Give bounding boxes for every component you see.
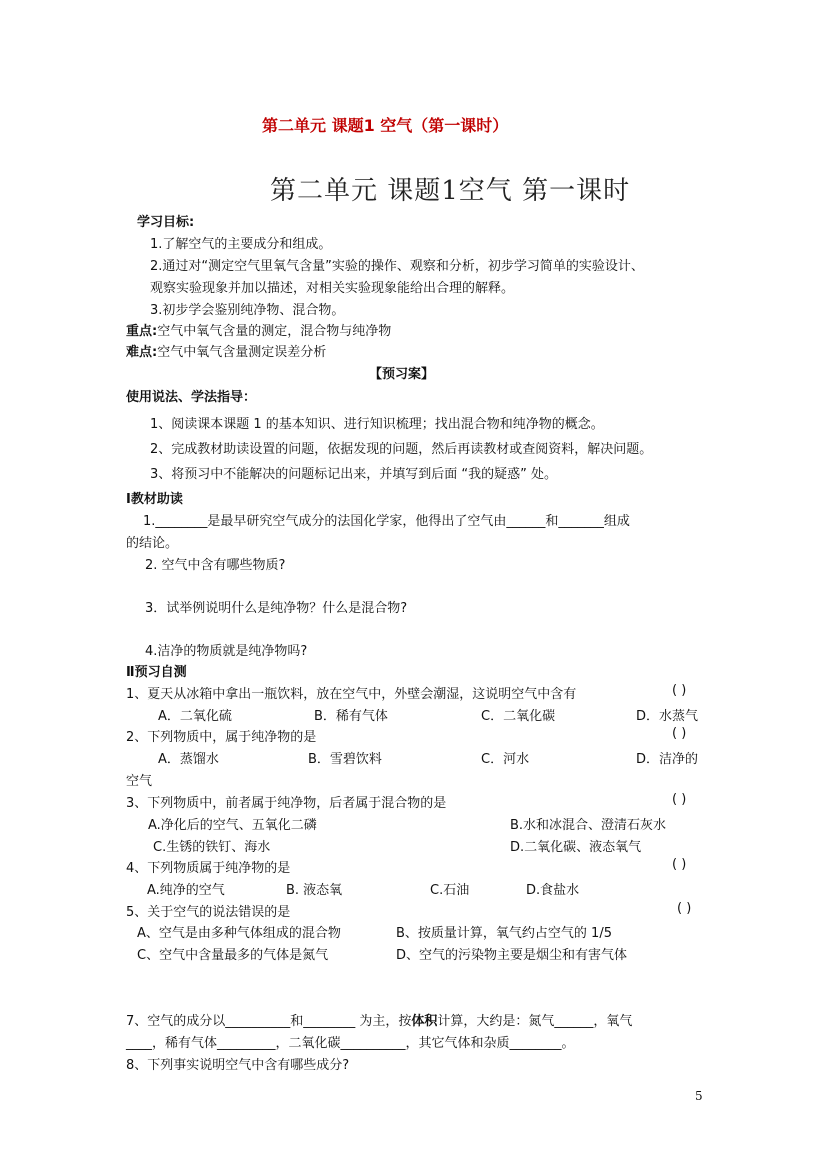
answer-paren: ( ) xyxy=(672,683,687,698)
fill-question-1: 1.________是最早研究空气成分的法国化学家，他得出了空气由______和_______组成 xyxy=(143,514,630,529)
option-wrap: 空气 xyxy=(126,774,153,789)
preview-heading: 【预习案】 xyxy=(369,367,435,382)
option: A．蒸馏水 xyxy=(158,752,219,767)
option: A.净化后的空气、五氧化二磷 xyxy=(148,818,317,833)
objective-item: 3.初步学会鉴别纯净物、混合物。 xyxy=(150,303,345,318)
option: A．二氧化硫 xyxy=(158,709,232,724)
objective-item: 观察实验现象并加以描述，对相关实验现象能给出合理的解释。 xyxy=(150,281,515,296)
option: D、空气的污染物主要是烟尘和有害气体 xyxy=(396,948,628,963)
page-title: 第二单元 课题1 空气（第一课时） xyxy=(262,116,509,135)
option: C、空气中含量最多的气体是氮气 xyxy=(137,948,329,963)
option: D．洁净的 xyxy=(636,752,699,767)
option: A、空气是由多种气体组成的混合物 xyxy=(137,926,341,941)
fill-question-7 xyxy=(126,1010,632,1029)
answer-paren: ( ) xyxy=(672,792,687,807)
fill-question-1-cont: 的结论。 xyxy=(126,536,179,551)
key-point-text: 空气中氧气含量的测定，混合物与纯净物 xyxy=(157,324,392,339)
answer-paren: ( ) xyxy=(672,857,687,872)
fill-question-7-cont: ____，稀有气体_________，二氧化碳__________，其它气体和杂质________。 xyxy=(126,1036,575,1051)
option: B. 液态氧 xyxy=(286,883,343,898)
objective-item: 2.通过对“测定空气里氧气含量”实验的操作、观察和分析，初步学习简单的实验设计、 xyxy=(150,259,644,274)
question-8: 8、下列事实说明空气中含有哪些成分? xyxy=(126,1058,350,1073)
option: D.二氧化碳、液态氧气 xyxy=(510,840,642,855)
mc-question-5: 5、关于空气的说法错误的是 xyxy=(126,905,291,920)
objective-item: 1.了解空气的主要成分和组成。 xyxy=(150,237,332,252)
guide-heading: 使用说法、学法指导： xyxy=(126,390,257,405)
page-number: 5 xyxy=(695,1089,703,1103)
option: A.纯净的空气 xyxy=(147,883,225,898)
question-2: 2. 空气中含有哪些物质? xyxy=(145,558,286,573)
option: B．雪碧饮料 xyxy=(308,752,382,767)
question-3: 3．试举例说明什么是纯净物？什么是混合物? xyxy=(145,601,408,616)
mc-question-4: 4、下列物质属于纯净物的是 xyxy=(126,861,291,876)
option: B、按质量计算，氧气约占空气的 1/5 xyxy=(396,926,612,941)
q7-text-b: 计算，大约是：氮气______，氧气 xyxy=(437,1014,633,1029)
q7-text-a: 7、空气的成分以__________和________ 为主，按 xyxy=(126,1014,412,1029)
answer-paren: ( ) xyxy=(677,901,692,916)
guide-item: 2、完成教材助读设置的问题，依据发现的问题，然后再读教材或查阅资料，解决问题。 xyxy=(150,442,653,457)
option: C．二氧化碳 xyxy=(481,709,556,724)
option: C.生锈的铁钉、海水 xyxy=(153,840,271,855)
option: C．河水 xyxy=(481,752,530,767)
option: B．稀有气体 xyxy=(314,709,388,724)
objectives-heading: 学习目标: xyxy=(137,215,195,230)
key-point xyxy=(126,320,391,339)
option: C.石油 xyxy=(430,883,470,898)
lesson-banner: 第二单元 课题1空气 第一课时 xyxy=(270,176,631,206)
option: D．水蒸气 xyxy=(636,709,699,724)
guide-item: 1、阅读课本课题 1 的基本知识、进行知识梳理；找出混合物和纯净物的概念。 xyxy=(150,417,604,432)
guide-item: 3、将预习中不能解决的问题标记出来，并填写到后面 “我的疑惑” 处。 xyxy=(150,467,558,482)
difficulty xyxy=(126,341,326,360)
mc-question-3: 3、下列物质中，前者属于纯净物，后者属于混合物的是 xyxy=(126,796,447,811)
answer-paren: ( ) xyxy=(672,726,687,741)
key-point-label: 重点: xyxy=(126,324,158,339)
mc-question-2: 2、下列物质中，属于纯净物的是 xyxy=(126,730,317,745)
difficulty-text: 空气中氧气含量测定误差分析 xyxy=(157,345,327,360)
question-4: 4.洁净的物质就是纯净物吗? xyxy=(145,644,308,659)
option: B.水和冰混合、澄清石灰水 xyxy=(510,818,667,833)
q7-bold: 体积 xyxy=(411,1014,438,1029)
section1-heading: Ⅰ教材助读 xyxy=(126,492,183,507)
mc-question-1: 1、夏天从冰箱中拿出一瓶饮料，放在空气中，外壁会潮湿，这说明空气中含有 xyxy=(126,687,577,702)
section2-heading: Ⅱ预习自测 xyxy=(126,665,187,680)
difficulty-label: 难点: xyxy=(126,345,158,360)
option: D.食盐水 xyxy=(526,883,580,898)
